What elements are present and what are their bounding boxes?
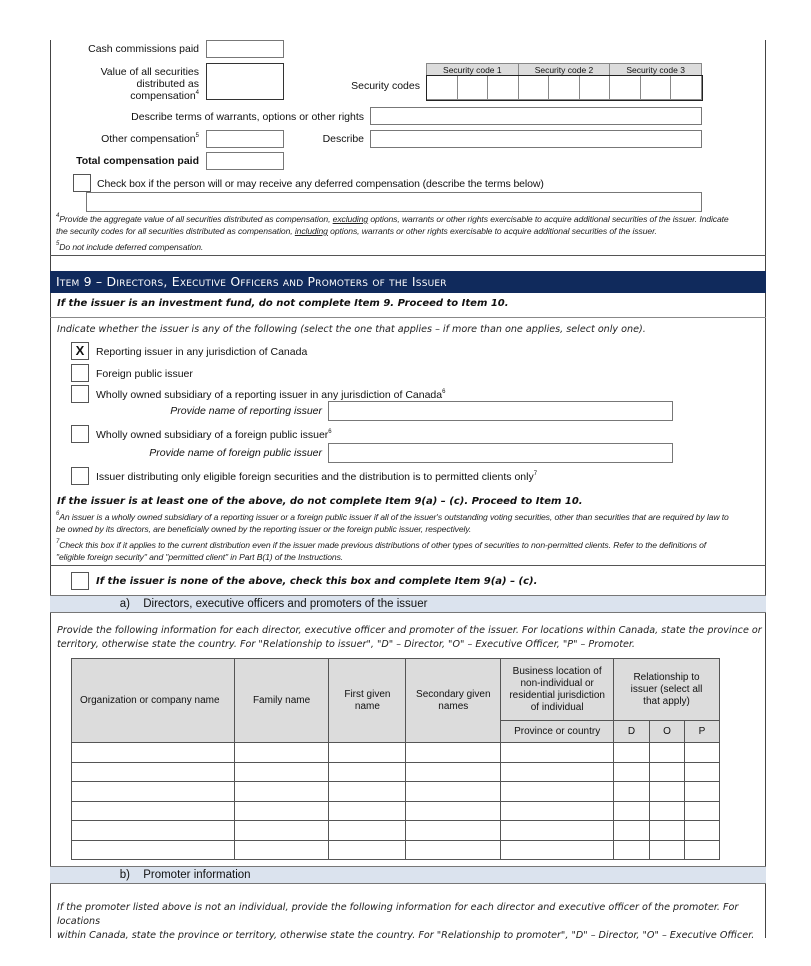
col-subheader-o: O: [650, 721, 685, 743]
table-cell[interactable]: [72, 821, 235, 841]
table-cell[interactable]: [650, 801, 685, 821]
value-securities-label-line2: distributed as: [136, 78, 199, 90]
col-header-family-name: Family name: [234, 659, 329, 743]
col-header-business-location: Business location of non-individual or residential jurisdiction of individual: [501, 659, 614, 721]
table-row: [72, 840, 720, 860]
table-cell[interactable]: [684, 762, 719, 782]
table-cell[interactable]: [406, 782, 501, 802]
table-cell[interactable]: [406, 743, 501, 763]
table-cell[interactable]: [501, 743, 614, 763]
security-code-cell[interactable]: [457, 76, 488, 100]
section-b-instructions: If the promoter listed above is not an individual, provide the following information for each director and executive officer of the promoter. For locations within Canada, state the province or territory, otherwise state the country. For "Relationship to promoter", "D" – Director, "O" – Executive Officer.: [57, 902, 755, 941]
col-subheader-p: P: [684, 721, 719, 743]
table-cell[interactable]: [684, 840, 719, 860]
value-securities-label-line3: compensation: [130, 90, 196, 102]
section-a-title: Directors, executive officers and promoters of the issuer: [143, 598, 428, 610]
cash-commissions-label: Cash commissions paid: [88, 43, 199, 55]
divider: [50, 317, 766, 318]
col-header-first-given-name: First given name: [329, 659, 406, 743]
value-securities-label: [60, 66, 199, 102]
cash-commissions-input[interactable]: [206, 40, 284, 58]
table-cell[interactable]: [614, 840, 650, 860]
describe-label: Describe: [322, 133, 364, 145]
section-b-title: Promoter information: [143, 869, 251, 881]
section-a-instructions: Provide the following information for each director, executive officer and promoter of the issuer. For locations within Canada, state the province or territory, otherwise state the country. For "Relationship to issuer", "D" – Director, "O" – Executive Officer, "P" – Promoter.: [57, 625, 762, 650]
table-cell[interactable]: [501, 840, 614, 860]
option-foreign-public-issuer-label: Foreign public issuer: [96, 368, 193, 380]
option-eligible-foreign-label: Issuer distributing only eligible foreign securities and the distribution is to permitted clients only$^7$: [96, 471, 538, 483]
table-row: [72, 821, 720, 841]
foreign-issuer-name-input[interactable]: [328, 443, 673, 463]
security-code-cell[interactable]: [579, 76, 610, 100]
col-header-relationship: Relationship to issuer (select all that apply): [614, 659, 720, 721]
option-subsidiary-reporting-label: Wholly owned subsidiary of a reporting issuer in any jurisdiction of Canada$^6$: [96, 389, 446, 401]
security-code-cell[interactable]: [640, 76, 671, 100]
table-cell[interactable]: [234, 782, 329, 802]
security-code-cell[interactable]: [488, 76, 519, 100]
investment-fund-note: If the issuer is an investment fund, do not complete Item 9. Proceed to Item 10.: [57, 298, 509, 309]
none-of-above-checkbox[interactable]: [71, 572, 89, 590]
security-codes-grid: [426, 63, 702, 100]
table-cell[interactable]: [72, 762, 235, 782]
none-of-above-label: If the issuer is none of the above, check this box and complete Item 9(a) – (c).: [96, 576, 538, 587]
table-cell[interactable]: [650, 762, 685, 782]
table-cell[interactable]: [329, 821, 406, 841]
security-code-3-header: Security code 3: [610, 64, 702, 76]
item-9-header: Item 9 – Directors, Executive Officers and Promoters of the Issuer: [50, 271, 766, 293]
page-border-left: [50, 40, 51, 938]
table-cell[interactable]: [72, 743, 235, 763]
at-least-one-note: If the issuer is at least one of the above, do not complete Item 9(a) – (c). Proceed to Item 10.: [57, 496, 583, 507]
table-cell[interactable]: [684, 782, 719, 802]
table-cell[interactable]: [329, 801, 406, 821]
table-cell[interactable]: [684, 743, 719, 763]
table-cell[interactable]: [650, 840, 685, 860]
footnote-ref: 5: [195, 133, 199, 139]
footnote-5: $^5$Do not include deferred compensation.: [56, 241, 204, 252]
security-code-1-header: Security code 1: [427, 64, 519, 76]
security-code-2-header: Security code 2: [518, 64, 610, 76]
page-border-right: [765, 40, 766, 938]
col-header-secondary-given-names: Secondary given names: [406, 659, 501, 743]
footnote-6: $^6$An issuer is a wholly owned subsidiary of a reporting issuer or a foreign public issuer if all of the issuer's outstanding voting securities, other than securities that are required by law to be owned by its directors, are beneficially owned by the reporting issuer or the foreign public issuer, respectively.: [56, 511, 729, 534]
reporting-issuer-name-input[interactable]: [328, 401, 673, 421]
option-reporting-issuer-checkbox[interactable]: X: [71, 342, 89, 360]
section-divider: [50, 255, 766, 256]
table-cell[interactable]: [501, 821, 614, 841]
security-code-cell[interactable]: [610, 76, 641, 100]
table-cell[interactable]: [234, 801, 329, 821]
table-cell[interactable]: [614, 743, 650, 763]
provide-reporting-issuer-label: Provide name of reporting issuer: [170, 405, 322, 417]
option-subsidiary-reporting-checkbox[interactable]: [71, 385, 89, 403]
divider: [50, 565, 766, 566]
total-compensation-input[interactable]: [206, 152, 284, 170]
describe-terms-input[interactable]: [370, 107, 702, 125]
table-cell[interactable]: [329, 840, 406, 860]
section-a-letter: a): [119, 598, 130, 610]
option-subsidiary-foreign-label: Wholly owned subsidiary of a foreign public issuer$^6$: [96, 429, 332, 441]
deferred-compensation-checkbox[interactable]: [73, 174, 91, 192]
security-code-cell[interactable]: [549, 76, 580, 100]
table-cell[interactable]: [684, 801, 719, 821]
section-b-header: [50, 866, 766, 884]
option-eligible-foreign-checkbox[interactable]: [71, 467, 89, 485]
col-subheader-province: Province or country: [501, 721, 614, 743]
table-cell[interactable]: [234, 762, 329, 782]
table-cell[interactable]: [614, 801, 650, 821]
total-compensation-label: Total compensation paid: [76, 155, 199, 167]
footnote-7: $^7$Check this box if it applies to the current distribution even if the issuer made previous distributions of other types of securities to non-permitted clients. Refer to the definitions of "eligible foreign security" and "permitted client" in Part B(1) of the Instructions.: [56, 539, 707, 562]
section-b-letter: b): [119, 869, 130, 881]
table-cell[interactable]: [234, 743, 329, 763]
table-cell[interactable]: [406, 762, 501, 782]
deferred-compensation-label: Check box if the person will or may receive any deferred compensation (describe the terms below): [97, 178, 544, 190]
table-cell[interactable]: [234, 821, 329, 841]
table-cell[interactable]: [684, 821, 719, 841]
directors-table: [71, 658, 720, 860]
option-foreign-public-issuer-checkbox[interactable]: [71, 364, 89, 382]
table-cell[interactable]: [501, 782, 614, 802]
option-reporting-issuer-label: Reporting issuer in any jurisdiction of Canada: [96, 346, 308, 358]
option-subsidiary-foreign-checkbox[interactable]: [71, 425, 89, 443]
col-subheader-d: D: [614, 721, 650, 743]
table-row: [72, 801, 720, 821]
table-cell[interactable]: [72, 801, 235, 821]
col-header-organization: Organization or company name: [72, 659, 235, 743]
other-compensation-input[interactable]: [206, 130, 284, 148]
security-codes-label: Security codes: [351, 80, 420, 92]
table-cell[interactable]: [650, 821, 685, 841]
table-row: [72, 762, 720, 782]
table-row: [72, 743, 720, 763]
value-securities-input[interactable]: [206, 63, 284, 100]
table-cell[interactable]: [650, 743, 685, 763]
other-compensation-label: Other compensation$^5$: [101, 133, 199, 145]
table-cell[interactable]: [650, 782, 685, 802]
table-cell[interactable]: [329, 762, 406, 782]
deferred-terms-input[interactable]: [86, 192, 702, 212]
table-row: [72, 782, 720, 802]
table-cell[interactable]: [501, 762, 614, 782]
table-cell[interactable]: [501, 801, 614, 821]
table-cell[interactable]: [614, 762, 650, 782]
table-cell[interactable]: [72, 782, 235, 802]
footnote-ref: 4: [195, 90, 199, 96]
security-code-cell[interactable]: [427, 76, 458, 100]
table-cell[interactable]: [406, 821, 501, 841]
table-cell[interactable]: [234, 840, 329, 860]
security-code-cell[interactable]: [671, 76, 702, 100]
footnote-4: $^4$Provide the aggregate value of all securities distributed as compensation, excluding options, warrants or other rights exercisable to acquire additional securities of the issuer. Indicate the security codes for all securities distributed as compensation, including options, warrants or other rights exercisable to acquire additional securities of the issuer.: [56, 213, 729, 236]
security-code-cell[interactable]: [518, 76, 549, 100]
section-a-header: [50, 595, 766, 613]
table-cell[interactable]: [329, 782, 406, 802]
table-cell[interactable]: [406, 840, 501, 860]
table-cell[interactable]: [614, 821, 650, 841]
table-cell[interactable]: [406, 801, 501, 821]
table-cell[interactable]: [329, 743, 406, 763]
table-cell[interactable]: [614, 782, 650, 802]
describe-terms-label: Describe terms of warrants, options or other rights: [131, 111, 364, 123]
value-securities-label-line1: Value of all securities: [100, 66, 199, 78]
table-cell[interactable]: [72, 840, 235, 860]
describe-input[interactable]: [370, 130, 702, 148]
provide-foreign-issuer-label: Provide name of foreign public issuer: [149, 447, 322, 459]
indicate-instructions: Indicate whether the issuer is any of the following (select the one that applies – if more than one applies, select only one).: [57, 324, 646, 335]
